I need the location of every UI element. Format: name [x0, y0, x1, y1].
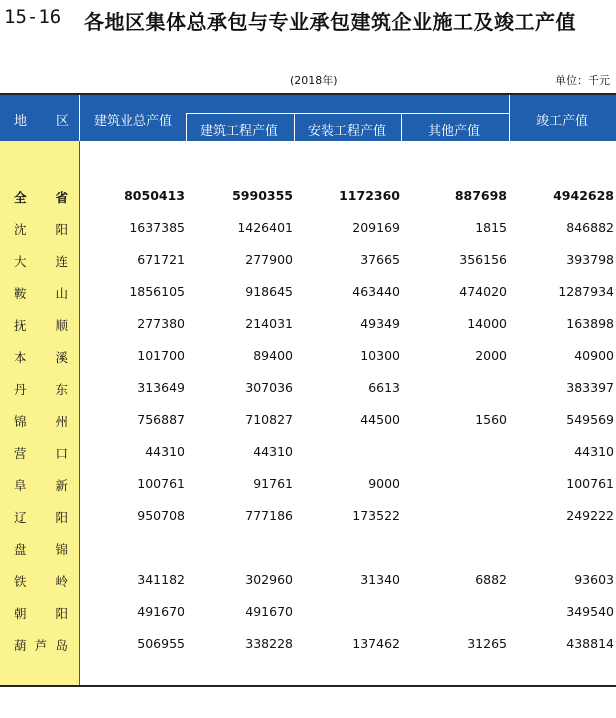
cell-other: 356156: [459, 252, 507, 267]
year-label: (2018年): [290, 74, 338, 87]
cell-total: 8050413: [124, 188, 185, 203]
region-name: [14, 412, 68, 430]
unit-label: 单位：千元: [555, 74, 610, 87]
region-char: 岛: [55, 638, 68, 653]
cell-completed: 383397: [566, 380, 614, 395]
table-row: [0, 404, 616, 435]
cell-installation: 44500: [360, 412, 400, 427]
cell-other: 2000: [475, 348, 507, 363]
region-char: 阳: [55, 222, 68, 237]
header-divider: [509, 95, 510, 141]
cell-total: 341182: [137, 572, 185, 587]
region-char: 铁: [14, 574, 27, 589]
table-row: [0, 276, 616, 307]
region-char: 溪: [55, 350, 68, 365]
cell-installation: 31340: [360, 572, 400, 587]
region-name: [14, 188, 68, 206]
region-char: 山: [55, 286, 68, 301]
cell-construction: 91761: [253, 476, 293, 491]
cell-other: 1815: [475, 220, 507, 235]
cell-total: 671721: [137, 252, 185, 267]
region-name: [14, 380, 68, 398]
region-char: 大: [14, 254, 27, 269]
cell-construction: 491670: [245, 604, 293, 619]
cell-total: 101700: [137, 348, 185, 363]
region-char: 锦: [14, 414, 27, 429]
region-char: 连: [55, 254, 68, 269]
region-char: 盘: [14, 542, 27, 557]
region-char: 朝: [14, 606, 27, 621]
header-divider: [294, 113, 295, 141]
cell-installation: 49349: [360, 316, 400, 331]
table-row: [0, 340, 616, 371]
table-number: 15-16: [4, 6, 62, 28]
header-installation-output: 安装工程产值: [308, 124, 387, 139]
cell-construction: 44310: [253, 444, 293, 459]
table-row: [0, 308, 616, 339]
cell-completed: 438814: [566, 636, 614, 651]
region-char: 全: [14, 190, 27, 205]
region-name: [14, 636, 68, 654]
cell-other: 14000: [467, 316, 507, 331]
cell-completed: 44310: [574, 444, 614, 459]
cell-installation: 137462: [352, 636, 400, 651]
cell-construction: 214031: [245, 316, 293, 331]
region-char: 东: [55, 382, 68, 397]
region-name: [14, 476, 68, 494]
region-char: 顺: [55, 318, 68, 333]
region-char: 口: [55, 446, 68, 461]
cell-other: 887698: [454, 188, 507, 203]
cell-completed: 163898: [566, 316, 614, 331]
table-row: [0, 532, 616, 563]
table-header: [0, 95, 616, 141]
header-divider: [186, 113, 187, 141]
cell-installation: 173522: [352, 508, 400, 523]
cell-total: 1637385: [129, 220, 185, 235]
cell-installation: 9000: [368, 476, 400, 491]
table-row: [0, 436, 616, 467]
table-row: [0, 500, 616, 531]
header-divider: [401, 113, 402, 141]
cell-completed: 393798: [566, 252, 614, 267]
region-char: 阜: [14, 478, 27, 493]
cell-other: 31265: [467, 636, 507, 651]
cell-construction: 710827: [245, 412, 293, 427]
cell-installation: 10300: [360, 348, 400, 363]
cell-construction: 338228: [245, 636, 293, 651]
region-char: 抚: [14, 318, 27, 333]
region-char: 丹: [14, 382, 27, 397]
cell-construction: 1426401: [237, 220, 293, 235]
cell-completed: 349540: [566, 604, 614, 619]
region-char: 州: [55, 414, 68, 429]
region-name: [14, 508, 68, 526]
cell-completed: 93603: [574, 572, 614, 587]
cell-construction: 89400: [253, 348, 293, 363]
header-region-1: 地: [14, 114, 28, 129]
cell-total: 313649: [137, 380, 185, 395]
cell-installation: 6613: [368, 380, 400, 395]
table-row: [0, 372, 616, 403]
region-name: [14, 220, 68, 238]
header-total-output: 建筑业总产值: [94, 114, 173, 129]
cell-other: 1560: [475, 412, 507, 427]
region-name: [14, 604, 68, 622]
cell-total: 1856105: [129, 284, 185, 299]
bottom-rule: [0, 685, 616, 687]
table-title-text: 各地区集体总承包与专业承包建筑企业施工及竣工产值: [84, 10, 576, 34]
cell-total: 950708: [137, 508, 185, 523]
cell-total: 277380: [137, 316, 185, 331]
cell-completed: 4942628: [553, 188, 614, 203]
region-name: [14, 540, 68, 558]
region-name: [14, 316, 68, 334]
cell-construction: 307036: [245, 380, 293, 395]
region-char: 辽: [14, 510, 27, 525]
table-row: [0, 596, 616, 627]
header-completed-output: 竣工产值: [536, 114, 589, 129]
cell-installation: 37665: [360, 252, 400, 267]
cell-construction: 5990355: [232, 188, 293, 203]
header-construction-output: 建筑工程产值: [200, 124, 279, 139]
region-char: 岭: [55, 574, 68, 589]
cell-total: 756887: [137, 412, 185, 427]
cell-completed: 249222: [566, 508, 614, 523]
cell-completed: 1287934: [558, 284, 614, 299]
table-row-total: [0, 180, 616, 211]
header-region-2: 区: [56, 114, 70, 129]
region-char: 新: [55, 478, 68, 493]
table-row: [0, 244, 616, 275]
header-other-output: 其他产值: [428, 124, 481, 139]
cell-completed: 100761: [566, 476, 614, 491]
cell-total: 44310: [145, 444, 185, 459]
region-name: [14, 348, 68, 366]
region-char: 阳: [55, 606, 68, 621]
cell-total: 100761: [137, 476, 185, 491]
cell-installation: 463440: [352, 284, 400, 299]
cell-installation: 1172360: [339, 188, 400, 203]
table-title: [0, 2, 616, 34]
table-row: [0, 468, 616, 499]
table-row: [0, 628, 616, 659]
cell-installation: 209169: [352, 220, 400, 235]
region-name: [14, 284, 68, 302]
cell-construction: 302960: [245, 572, 293, 587]
cell-completed: 549569: [566, 412, 614, 427]
header-divider: [79, 95, 80, 141]
cell-construction: 277900: [245, 252, 293, 267]
region-name: [14, 252, 68, 270]
table-row: [0, 212, 616, 243]
region-name: [14, 572, 68, 590]
region-char: 鞍: [14, 286, 27, 301]
region-char: 省: [55, 190, 68, 205]
cell-other: 6882: [475, 572, 507, 587]
header-subline: [186, 113, 509, 114]
cell-construction: 918645: [245, 284, 293, 299]
cell-completed: 40900: [574, 348, 614, 363]
cell-completed: 846882: [566, 220, 614, 235]
cell-other: 474020: [459, 284, 507, 299]
cell-total: 491670: [137, 604, 185, 619]
region-char: 芦: [34, 638, 48, 653]
cell-total: 506955: [137, 636, 185, 651]
region-char: 阳: [55, 510, 68, 525]
region-name: [14, 444, 68, 462]
region-char: 锦: [55, 542, 68, 557]
region-char: 沈: [14, 222, 27, 237]
region-char: 本: [14, 350, 27, 365]
region-char: 营: [14, 446, 27, 461]
table-row: [0, 564, 616, 595]
region-char: 葫: [14, 638, 27, 653]
cell-construction: 777186: [245, 508, 293, 523]
